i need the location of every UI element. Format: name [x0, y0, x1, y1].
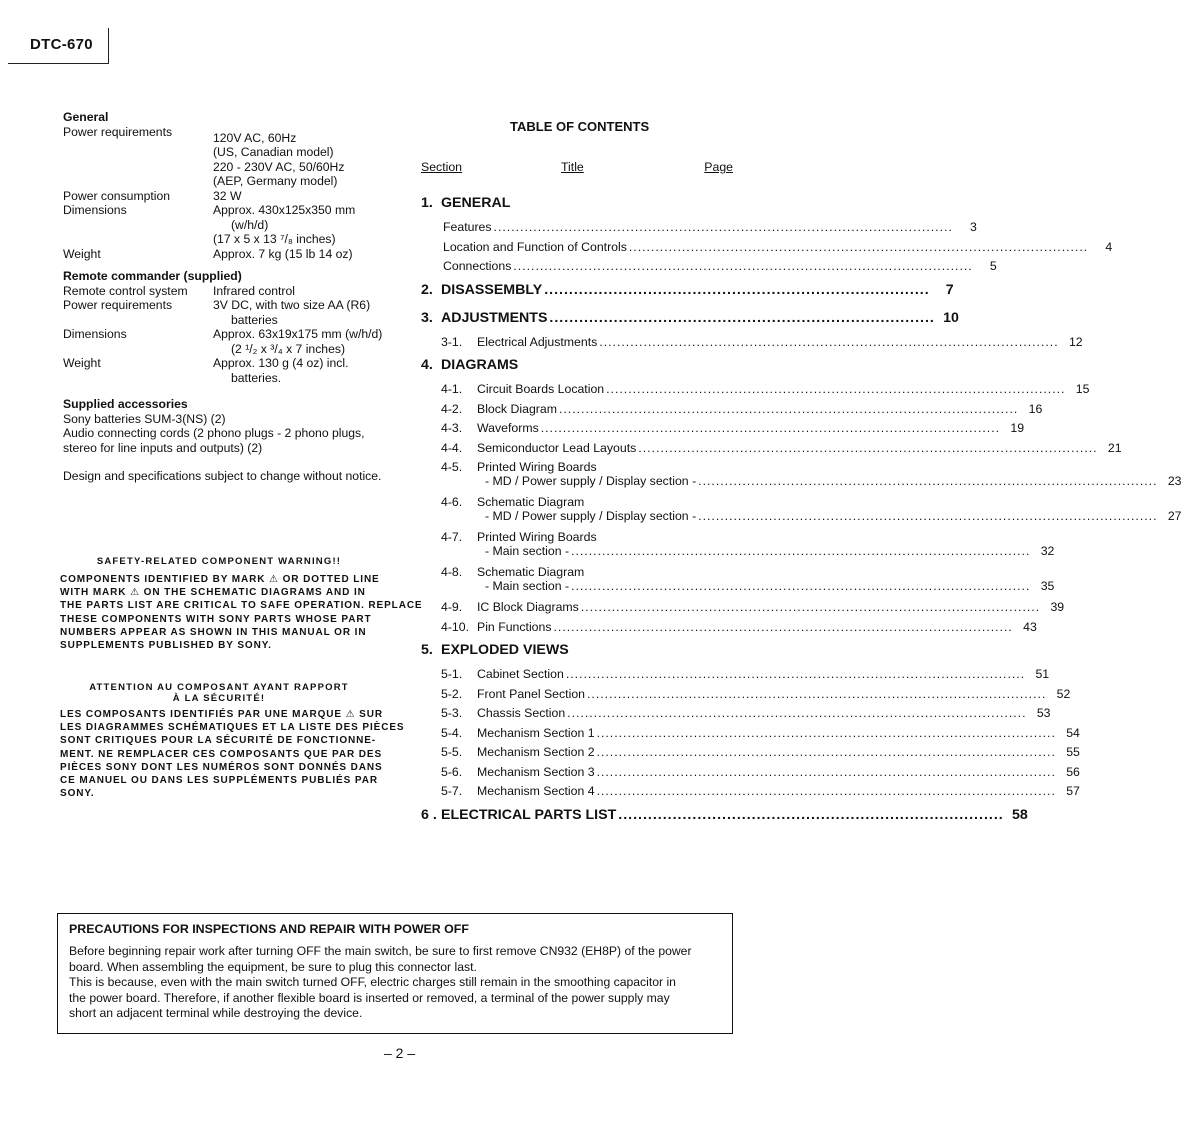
toc-num: 5-2.	[441, 686, 463, 701]
toc-num: 5-4.	[441, 725, 463, 740]
attention-line: PIÈCES SONY DONT LES NUMÉROS SONT DONNÉS DANS	[60, 761, 383, 773]
spec-label: Weight	[63, 246, 101, 261]
toc-item[interactable]: 5-7. Mechanism Section 4 ........................................................................................................ 57	[421, 784, 733, 804]
toc-page: 23	[1167, 474, 1182, 488]
toc-item[interactable]: 4-7. Printed Wiring Boards - Main section - ........................................................................................................ 32	[421, 530, 733, 565]
toc-page: 21	[1107, 440, 1122, 455]
attention-line: LES COMPOSANTS IDENTIFIÉS PAR UNE MARQUE ⚠ SUR	[60, 709, 383, 720]
toc-num: 4-6.	[441, 495, 463, 509]
toc-page: 32	[1040, 544, 1055, 558]
toc-num: 4.	[421, 357, 433, 373]
toc-title-text: ELECTRICAL PARTS LIST	[441, 806, 617, 823]
safety-line: THESE COMPONENTS WITH SONY PARTS WHOSE PART	[60, 613, 372, 625]
safety-line: THE PARTS LIST ARE CRITICAL TO SAFE OPERATION. REPLACE	[60, 600, 423, 612]
toc-title-text: Electrical Adjustments	[477, 334, 598, 349]
safety-title: SAFETY-RELATED COMPONENT WARNING!!	[96, 556, 342, 567]
toc-num: 5-3.	[441, 706, 463, 720]
toc-col-title: Title	[561, 160, 584, 174]
spec-line: 220 - 230V AC, 50/60Hz	[213, 159, 345, 174]
spec-value	[213, 356, 393, 385]
toc-page: 54	[1066, 725, 1080, 740]
toc-title-text: GENERAL	[441, 195, 511, 211]
toc-title-text: Block Diagram	[477, 401, 557, 416]
toc-subtitle: - MD / Power supply / Display section -	[485, 509, 697, 523]
attention-line: LES DIAGRAMMES SCHÉMATIQUES ET LA LISTE DES PIÈCES	[60, 722, 405, 734]
toc-section[interactable]: 2. DISASSEMBLY .............................................................................. 7	[421, 281, 954, 298]
toc-item[interactable]: Connections ........................................................................................................ 5	[421, 259, 733, 279]
spec-line: 32 W	[213, 188, 242, 203]
toc-item[interactable]: 5-6. Mechanism Section 3 ........................................................................................................ 56	[421, 765, 733, 785]
tab-divider	[108, 28, 109, 64]
toc-num: 3.	[421, 309, 433, 326]
model-tab	[8, 26, 110, 64]
spec-value	[213, 203, 393, 247]
toc-num: 5-6.	[441, 764, 463, 779]
spec-line: 120V AC, 60Hz	[213, 130, 297, 145]
toc-item[interactable]: 4-2. Block Diagram ........................................................................................................ 16	[421, 402, 733, 422]
accessory-line: Audio connecting cords (2 phono plugs - 2 phono plugs,	[63, 426, 365, 440]
toc-item[interactable]: Features ........................................................................................................ 3	[421, 220, 733, 240]
toc-title-text: Location and Function of Controls	[443, 239, 627, 254]
spec-row	[63, 327, 393, 356]
attention-line: CE MANUEL OU DANS LES SUPPLÉMENTS PUBLIÉS PAR	[60, 775, 378, 787]
spec-note: Design and specifications subject to change without notice.	[63, 469, 382, 483]
toc-item[interactable]: 4-10. Pin Functions ........................................................................................................ 43	[421, 620, 733, 640]
spec-line: (2 ¹/₂ x ³/₄ x 7 inches)	[231, 341, 346, 356]
spec-value	[213, 247, 393, 262]
toc-item[interactable]: 5-1. Cabinet Section ........................................................................................................ 51	[421, 667, 733, 687]
spec-value	[213, 125, 393, 189]
spec-line: (17 x 5 x 13 ⁷/₈ inches)	[213, 232, 336, 246]
safety-line: COMPONENTS IDENTIFIED BY MARK ⚠ OR DOTTED LINE	[60, 574, 380, 585]
safety-line: WITH MARK ⚠ ON THE SCHEMATIC DIAGRAMS AND IN	[60, 587, 366, 599]
toc-item[interactable]: 4-4. Semiconductor Lead Layouts ........................................................................................................ 21	[421, 441, 733, 461]
attention-line: MENT. NE REMPLACER CES COMPOSANTS QUE PAR DES	[60, 748, 383, 760]
spec-line: batteries	[231, 312, 278, 327]
spec-row	[63, 203, 393, 247]
toc-page: 4	[1105, 239, 1113, 254]
spec-line: (AEP, Germany model)	[213, 174, 338, 188]
spec-value	[213, 327, 393, 356]
toc-section[interactable]	[421, 354, 733, 382]
toc-item[interactable]: 5-5. Mechanism Section 2 ........................................................................................................ 55	[421, 745, 733, 765]
toc-item[interactable]: 4-8. Schematic Diagram - Main section - ........................................................................................................ 35	[421, 565, 733, 600]
toc-item[interactable]: 5-2. Front Panel Section ........................................................................................................ 52	[421, 687, 733, 707]
remote-heading: Remote commander (supplied)	[63, 269, 242, 283]
accessories-heading: Supplied accessories	[63, 397, 188, 411]
toc-title-text: ADJUSTMENTS	[441, 309, 548, 326]
spec-line: (w/h/d)	[231, 217, 269, 232]
toc-col-page: Page	[704, 160, 733, 174]
toc-page: 52	[1056, 686, 1071, 701]
toc-title-text: EXPLODED VIEWS	[441, 642, 569, 658]
toc-item[interactable]: 4-1. Circuit Boards Location ........................................................................................................ 15	[421, 382, 733, 402]
toc-num: 4-5.	[441, 460, 463, 474]
toc-title-text: DIAGRAMS	[441, 357, 519, 373]
toc-title-text: Printed Wiring Boards	[477, 460, 597, 474]
toc-section[interactable]: 6 . ELECTRICAL PARTS LIST .............................................................................. 58	[421, 806, 1028, 823]
toc-page: 15	[1075, 382, 1090, 396]
safety-body	[60, 573, 423, 652]
toc-section[interactable]	[421, 639, 733, 667]
toc-num: 4-7.	[441, 530, 463, 544]
toc-item[interactable]: 5-3. Chassis Section ........................................................................................................ 53	[421, 706, 733, 726]
toc-num: 5-5.	[441, 745, 463, 759]
toc-title: TABLE OF CONTENTS	[510, 119, 650, 134]
spec-line: batteries.	[231, 370, 282, 385]
precautions-line: Before beginning repair work after turning OFF the main switch, be sure to first remove CN932 (EH8P) of the power	[69, 944, 692, 958]
toc-page: 16	[1028, 401, 1043, 416]
toc-num: 4-8.	[441, 565, 463, 579]
toc-num: 5.	[421, 642, 433, 658]
toc-title-text: Cabinet Section	[477, 667, 564, 681]
toc-page: 27	[1167, 509, 1182, 523]
toc-subtitle: - Main section -	[485, 579, 570, 593]
toc-title-text: Mechanism Section 1	[477, 725, 595, 740]
toc-num: 4-9.	[441, 600, 463, 614]
precautions-box	[57, 913, 733, 1034]
attention-line: SONT CRITIQUES POUR LA SÉCURITÉ DE FONCTIONNE-	[60, 735, 377, 747]
toc-subtitle: - MD / Power supply / Display section -	[485, 474, 697, 488]
spec-row	[63, 125, 393, 189]
toc-title-text: Waveforms	[477, 421, 539, 435]
spec-row	[63, 247, 393, 262]
spec-row	[63, 356, 393, 385]
table-of-contents	[421, 192, 1182, 832]
tab-underline	[8, 63, 109, 64]
safety-warning	[60, 556, 423, 652]
spec-line: (US, Canadian model)	[213, 145, 334, 159]
spec-value	[213, 284, 393, 299]
toc-page: 51	[1035, 667, 1050, 681]
toc-title-text: Chassis Section	[477, 706, 566, 720]
toc-title-text: Features	[443, 220, 492, 234]
attention-title: ATTENTION AU COMPOSANT AYANT RAPPORT	[89, 682, 349, 693]
spec-value	[213, 189, 393, 204]
precautions-line: short an adjacent terminal while destroying the device.	[69, 1006, 363, 1021]
toc-num: 5-7.	[441, 784, 463, 798]
toc-section[interactable]: 3. ADJUSTMENTS .............................................................................. 10	[421, 309, 959, 326]
toc-title-text: DISASSEMBLY	[441, 281, 543, 298]
spec-label: Dimensions	[63, 327, 127, 341]
toc-num: 4-4.	[441, 440, 463, 455]
toc-page: 5	[989, 259, 997, 273]
attention-title-2: À LA SÉCURITÉ!	[172, 693, 266, 704]
toc-page: 35	[1040, 579, 1055, 593]
spec-row	[63, 189, 393, 204]
toc-num: 3-1.	[441, 334, 463, 349]
toc-title-text: Mechanism Section 4	[477, 784, 595, 798]
toc-page: 53	[1036, 706, 1051, 720]
toc-page: 55	[1066, 745, 1080, 759]
toc-page: 43	[1023, 619, 1037, 634]
spec-label: Remote control system	[63, 283, 188, 298]
safety-line: SUPPLEMENTS PUBLISHED BY SONY.	[60, 640, 272, 652]
spec-line: Approx. 7 kg (15 lb 14 oz)	[213, 246, 353, 261]
toc-page: 56	[1066, 764, 1080, 779]
toc-num: 6 .	[421, 806, 437, 823]
general-heading: General	[63, 110, 109, 124]
accessory-line: Sony batteries SUM-3(NS) (2)	[63, 411, 226, 426]
toc-title-text: Printed Wiring Boards	[477, 530, 597, 544]
toc-num: 1.	[421, 195, 433, 211]
precautions-line: board. When assembling the equipment, be sure to plug this connector last.	[69, 959, 477, 974]
page-number: – 2 –	[384, 1045, 416, 1061]
toc-page: 58	[1011, 806, 1028, 823]
specifications	[63, 110, 393, 484]
spec-line: Approx. 63x19x175 mm (w/h/d)	[213, 327, 383, 341]
spec-label: Power requirements	[63, 124, 173, 139]
precautions-line: This is because, even with the main switch turned OFF, electric charges still remain in the smoothing capacitor in	[69, 975, 676, 990]
spec-line: Infrared control	[213, 283, 295, 298]
toc-item[interactable]: Location and Function of Controls ........................................................................................................ 4	[421, 240, 733, 260]
toc-item[interactable]: 5-4. Mechanism Section 1 ........................................................................................................ 54	[421, 726, 733, 746]
precautions-body	[69, 944, 721, 1022]
toc-num: 4-3.	[441, 421, 463, 435]
spec-label: Dimensions	[63, 203, 127, 217]
toc-col-section: Section	[421, 160, 463, 174]
spec-row	[63, 284, 393, 299]
toc-section[interactable]	[421, 192, 733, 220]
spec-label: Power requirements	[63, 298, 173, 312]
attention-line: SONY.	[60, 788, 95, 800]
toc-title-text: Schematic Diagram	[477, 495, 585, 509]
toc-title-text: Mechanism Section 3	[477, 764, 595, 779]
toc-num: 2.	[421, 281, 433, 298]
spec-row	[63, 298, 393, 327]
toc-title-text: Schematic Diagram	[477, 565, 585, 579]
toc-page: 7	[945, 281, 954, 298]
toc-title-text: Front Panel Section	[477, 686, 586, 701]
toc-page: 3	[970, 220, 977, 234]
toc-num: 5-1.	[441, 667, 463, 681]
toc-title-text: Mechanism Section 2	[477, 745, 595, 759]
toc-column-headers	[421, 160, 733, 176]
toc-item[interactable]: 4-3. Waveforms ........................................................................................................ 19	[421, 421, 733, 441]
toc-num: 4-10.	[441, 619, 470, 634]
spec-label: Power consumption	[63, 188, 171, 203]
attention-body	[60, 708, 405, 800]
precautions-heading: PRECAUTIONS FOR INSPECTIONS AND REPAIR WITH POWER OFF	[69, 922, 469, 936]
spec-line: 3V DC, with two size AA (R6)	[213, 298, 371, 312]
toc-title-text: Connections	[443, 259, 512, 273]
toc-subtitle: - Main section -	[485, 544, 570, 558]
toc-title-text: Circuit Boards Location	[477, 382, 605, 396]
spec-value	[213, 298, 393, 327]
spec-label: Weight	[63, 356, 101, 370]
toc-page: 12	[1068, 334, 1083, 349]
toc-title-text: IC Block Diagrams	[477, 600, 579, 614]
toc-item[interactable]: 3-1. Electrical Adjustments ........................................................................................................ 12	[421, 335, 733, 355]
toc-page: 39	[1050, 600, 1065, 614]
attention-warning	[60, 682, 405, 800]
toc-item[interactable]: 4-6. Schematic Diagram - MD / Power supply / Display section - ........................................................................................................ 27	[421, 495, 733, 530]
toc-title-text: Semiconductor Lead Layouts	[477, 440, 637, 455]
toc-title-text: Pin Functions	[477, 619, 552, 634]
toc-page: 57	[1066, 784, 1080, 798]
spec-line: Approx. 130 g (4 oz) incl.	[213, 356, 349, 370]
accessory-line: stereo for line inputs and outputs) (2)	[63, 440, 263, 455]
precautions-line: the power board. Therefore, if another flexible board is inserted or removed, a terminal of the power supply may	[69, 990, 670, 1005]
toc-num: 4-1.	[441, 382, 463, 396]
toc-num: 4-2.	[441, 401, 463, 416]
toc-page: 10	[943, 309, 959, 326]
toc-item[interactable]: 4-9. IC Block Diagrams ........................................................................................................ 39	[421, 600, 733, 620]
safety-line: NUMBERS APPEAR AS SHOWN IN THIS MANUAL OR IN	[60, 626, 367, 638]
toc-item[interactable]: 4-5. Printed Wiring Boards - MD / Power supply / Display section - ........................................................................................................ 23	[421, 460, 733, 495]
spec-line: Approx. 430x125x350 mm	[213, 203, 356, 217]
model-number: DTC-670	[30, 36, 93, 53]
toc-page: 19	[1010, 421, 1025, 435]
